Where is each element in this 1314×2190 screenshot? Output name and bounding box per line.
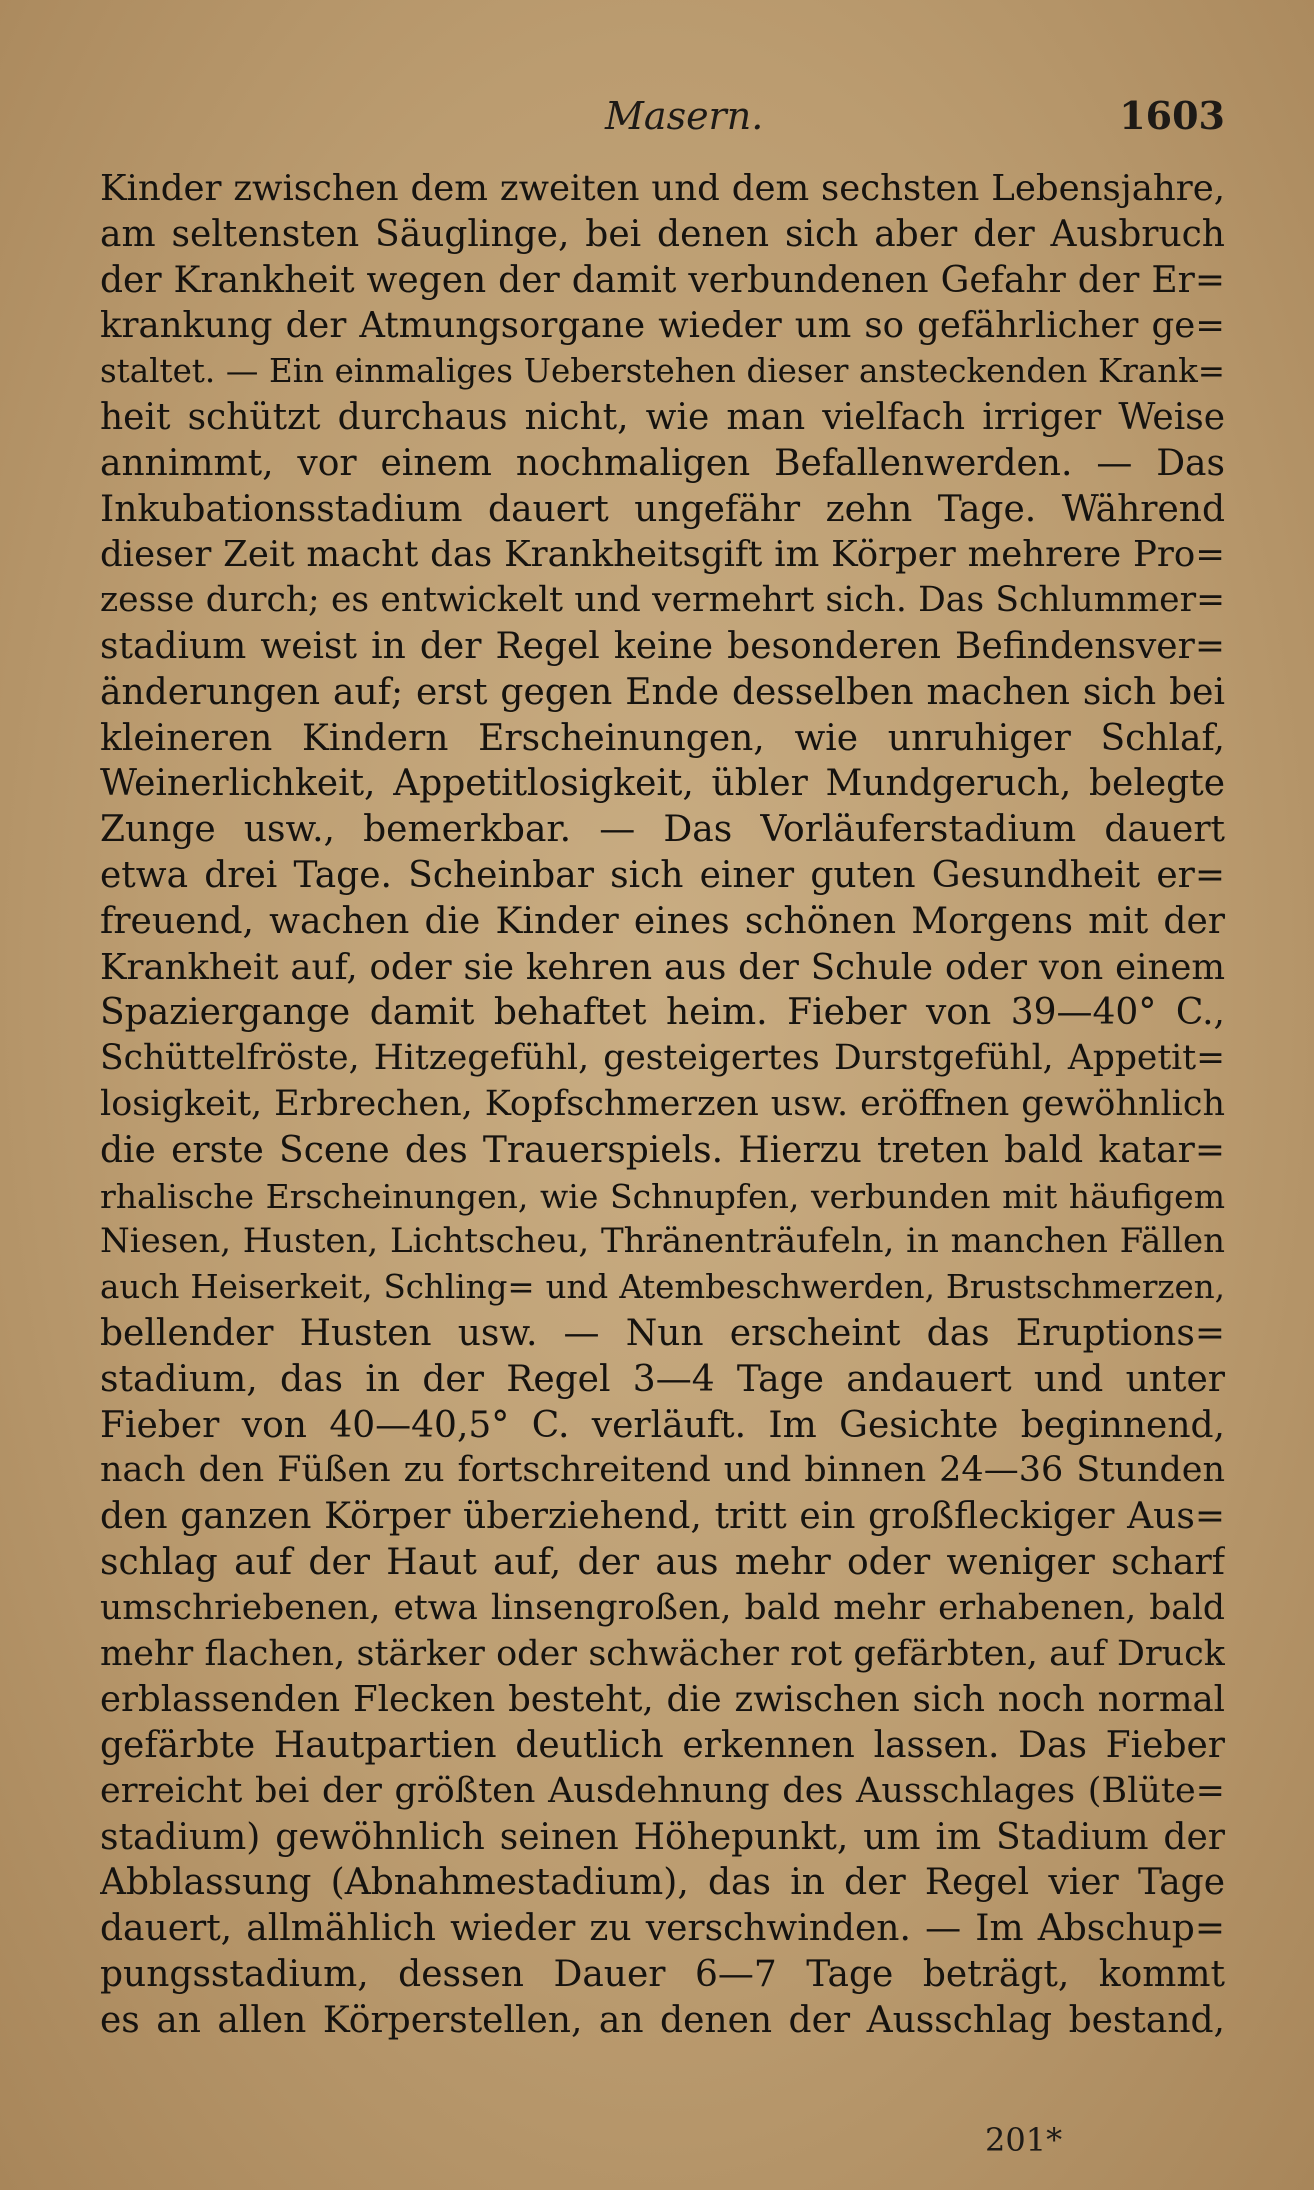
text-line: gefärbte Hautpartien deutlich erkennen lassen. Das Fieber — [100, 1725, 1225, 1767]
text-line: Weinerlichkeit, Appetitlosigkeit, übler Mundgeruch, belegte — [100, 763, 1225, 805]
text-line: Schüttelfröste, Hitzegefühl, gesteigertes Durstgefühl, Appetit= — [100, 1038, 1225, 1079]
text-line: Fieber von 40—40,5° C. verläuft. Im Gesichte beginnend, — [100, 1404, 1225, 1446]
printer-signature: 201* — [985, 2121, 1063, 2159]
running-title: Masern. — [605, 94, 764, 138]
text-line: Kinder zwischen dem zweiten und dem sechsten Lebensjahre, — [100, 168, 1225, 209]
text-line: bellender Husten usw. — Nun erscheint das Eruptions= — [100, 1312, 1225, 1354]
text-line: erblassenden Flecken besteht, die zwischen sich noch normal — [100, 1679, 1225, 1721]
text-line: rhalische Erscheinungen, wie Schnupfen, verbunden mit häufigem — [100, 1176, 1225, 1216]
text-line: am seltensten Säuglinge, bei denen sich aber der Ausbruch — [100, 213, 1225, 255]
text-line: die erste Scene des Trauerspiels. Hierzu treten bald katar= — [100, 1129, 1225, 1171]
text-line: stadium) gewöhnlich seinen Höhepunkt, um im Stadium der — [100, 1816, 1225, 1858]
text-line: auch Heiserkeit, Schling= und Atembeschwerden, Brustschmerzen, — [100, 1268, 1225, 1307]
text-line: dieser Zeit macht das Krankheitsgift im Körper mehrere Pro= — [100, 534, 1225, 576]
text-line: stadium, das in der Regel 3—4 Tage andauert und unter — [100, 1358, 1225, 1400]
running-head — [100, 86, 1225, 146]
text-line: krankung der Atmungsorgane wieder um so gefährlicher ge= — [100, 305, 1225, 347]
text-line: freuend, wachen die Kinder eines schönen Morgens mit der — [100, 900, 1225, 942]
text-line: es an allen Körperstellen, an denen der Ausschlag bestand, — [100, 1999, 1225, 2041]
text-line: der Krankheit wegen der damit verbundenen Gefahr der Er= — [100, 259, 1225, 301]
text-line: mehr flachen, stärker oder schwächer rot gefärbten, auf Druck — [100, 1633, 1225, 1674]
text-line: heit schützt durchaus nicht, wie man vielfach irriger Weise — [100, 396, 1225, 438]
text-line: den ganzen Körper überziehend, tritt ein großfleckiger Aus= — [100, 1496, 1225, 1538]
text-line: kleineren Kindern Erscheinungen, wie unruhiger Schlaf, — [100, 717, 1225, 759]
text-line: nach den Füßen zu fortschreitend und binnen 24—36 Stunden — [100, 1450, 1225, 1491]
text-line: Krankheit auf, oder sie kehren aus der Schule oder von einem — [100, 946, 1225, 988]
text-line: Zunge usw., bemerkbar. — Das Vorläuferstadium dauert — [100, 809, 1225, 851]
text-line: schlag auf der Haut auf, der aus mehr oder weniger scharf — [100, 1541, 1225, 1583]
text-line: änderungen auf; erst gegen Ende desselben machen sich bei — [100, 671, 1225, 713]
text-line: staltet. — Ein einmaliges Ueberstehen dieser ansteckenden Krank= — [100, 352, 1225, 391]
text-line: stadium weist in der Regel keine besonderen Befindensver= — [100, 625, 1225, 667]
text-line: losigkeit, Erbrechen, Kopfschmerzen usw. eröffnen gewöhnlich — [100, 1083, 1225, 1124]
text-line: pungsstadium, dessen Dauer 6—7 Tage beträgt, kommt — [100, 1954, 1225, 1996]
text-line: erreicht bei der größten Ausdehnung des Ausschlages (Blüte= — [100, 1770, 1225, 1811]
page-number: 1603 — [1119, 93, 1225, 138]
text-line: etwa drei Tage. Scheinbar sich einer guten Gesundheit er= — [100, 854, 1225, 896]
text-line: zesse durch; es entwickelt und vermehrt sich. Das Schlummer= — [100, 580, 1225, 621]
text-line: Abblassung (Abnahmestadium), das in der Regel vier Tage — [100, 1862, 1225, 1904]
text-line: Niesen, Husten, Lichtscheu, Thränenträufeln, in manchen Fällen — [100, 1221, 1225, 1262]
text-line: umschriebenen, etwa linsengroßen, bald mehr erhabenen, bald — [100, 1587, 1225, 1628]
text-line: Inkubationsstadium dauert ungefähr zehn Tage. Während — [100, 488, 1225, 530]
body-text — [100, 166, 1225, 2044]
text-line: Spaziergange damit behaftet heim. Fieber von 39—40° C., — [100, 992, 1225, 1034]
text-line: dauert, allmählich wieder zu verschwinden. — Im Abschup= — [100, 1908, 1225, 1950]
text-line: annimmt, vor einem nochmaligen Befallenwerden. — Das — [100, 442, 1225, 484]
